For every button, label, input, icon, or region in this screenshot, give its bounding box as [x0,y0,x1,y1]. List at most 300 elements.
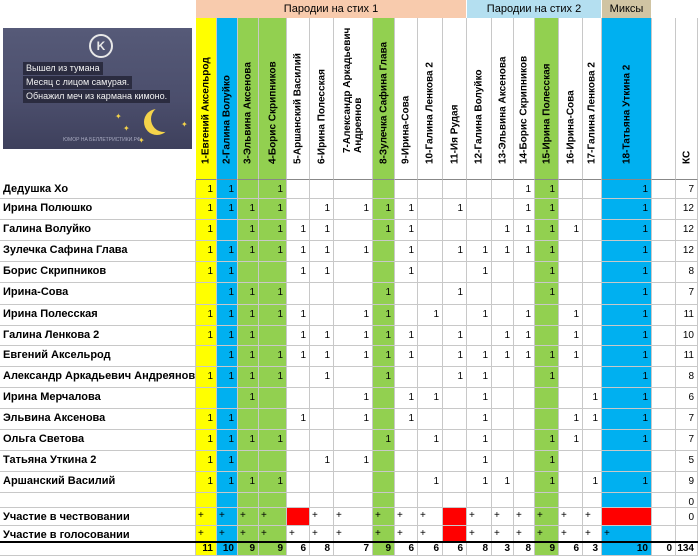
table-cell[interactable] [287,451,310,472]
table-cell[interactable]: 1 [418,472,443,493]
table-cell[interactable] [514,430,535,451]
table-cell[interactable]: 1 [196,326,217,346]
table-cell[interactable]: 1 [259,472,287,493]
table-cell[interactable]: 1 [602,262,652,283]
table-cell[interactable]: 1 [418,430,443,451]
table-cell[interactable] [334,472,373,493]
table-cell-plus[interactable]: + [334,526,373,542]
table-cell[interactable]: 1 [535,283,559,305]
table-cell[interactable] [602,451,652,472]
table-cell[interactable]: 1 [217,430,238,451]
table-cell[interactable]: 1 [602,388,652,409]
table-cell[interactable]: 1 [492,241,514,262]
column-header[interactable] [418,18,443,180]
row-name[interactable]: Ирина Мерчалова [0,388,196,409]
table-cell-blank[interactable] [652,180,676,199]
table-cell[interactable]: 1 [602,326,652,346]
table-cell[interactable] [217,493,238,508]
table-cell[interactable] [492,305,514,326]
table-cell[interactable] [259,388,287,409]
table-cell[interactable] [217,388,238,409]
table-cell[interactable]: 1 [514,180,535,199]
table-cell[interactable] [310,409,334,430]
table-cell[interactable]: 1 [287,305,310,326]
table-cell[interactable]: 1 [217,346,238,367]
table-cell[interactable] [443,180,467,199]
table-cell[interactable]: 1 [492,326,514,346]
table-cell-plus[interactable]: + [583,526,602,542]
table-cell[interactable]: 1 [395,388,418,409]
table-cell[interactable]: 1 [217,326,238,346]
table-cell[interactable] [467,493,492,508]
table-cell-ks[interactable]: 12 [676,220,698,241]
table-cell-plus[interactable]: + [310,526,334,542]
table-cell[interactable] [373,472,395,493]
table-cell[interactable]: 1 [334,241,373,262]
table-cell[interactable]: 1 [443,283,467,305]
table-cell[interactable]: 1 [492,220,514,241]
table-cell[interactable]: 1 [196,305,217,326]
row-name[interactable]: Ирина Полюшко [0,199,196,220]
table-cell[interactable] [259,409,287,430]
table-cell[interactable]: 1 [238,367,259,388]
table-cell[interactable] [310,430,334,451]
table-cell-ks[interactable]: 6 [676,388,698,409]
table-cell[interactable]: 1 [373,367,395,388]
table-cell-ks[interactable]: 7 [676,180,698,199]
column-header-ks[interactable] [676,18,698,180]
table-cell[interactable] [492,493,514,508]
table-cell-ks[interactable]: 0 [676,508,698,526]
table-cell[interactable]: 1 [238,430,259,451]
table-cell-plus[interactable]: + [373,508,395,526]
table-cell-missing[interactable] [602,508,652,526]
table-cell[interactable]: 1 [334,409,373,430]
table-cell[interactable]: 1 [559,409,583,430]
table-cell[interactable]: 1 [443,326,467,346]
total-cell[interactable]: 6 [287,542,310,556]
table-cell[interactable] [467,220,492,241]
table-cell[interactable]: 1 [467,430,492,451]
table-cell[interactable] [373,451,395,472]
total-cell[interactable]: 9 [535,542,559,556]
table-cell-plus[interactable]: + [373,526,395,542]
table-cell[interactable] [217,220,238,241]
row-name[interactable]: Евгений Аксельрод [0,346,196,367]
table-cell[interactable]: 1 [217,241,238,262]
table-cell[interactable]: 1 [310,326,334,346]
table-cell[interactable] [583,180,602,199]
table-cell[interactable]: 1 [602,220,652,241]
row-name[interactable]: Татьяна Уткина 2 [0,451,196,472]
table-cell[interactable] [514,388,535,409]
table-cell[interactable]: 1 [238,283,259,305]
table-cell[interactable] [559,180,583,199]
table-cell-ks[interactable]: 9 [676,472,698,493]
column-header-blank[interactable] [652,18,676,180]
table-cell-plus[interactable]: + [492,526,514,542]
table-cell-blank[interactable] [652,326,676,346]
table-cell[interactable] [395,283,418,305]
table-cell[interactable] [583,493,602,508]
table-cell[interactable]: 1 [310,220,334,241]
table-cell[interactable]: 1 [559,430,583,451]
table-cell[interactable]: 1 [535,262,559,283]
table-cell-plus[interactable]: + [602,526,652,542]
table-cell[interactable]: 1 [373,430,395,451]
table-cell-plus[interactable]: + [514,508,535,526]
table-cell[interactable] [559,241,583,262]
table-cell[interactable]: 1 [467,409,492,430]
table-cell-ks[interactable]: 5 [676,451,698,472]
table-cell[interactable]: 1 [514,305,535,326]
table-cell[interactable] [467,326,492,346]
column-header[interactable] [559,18,583,180]
table-cell[interactable] [514,262,535,283]
table-cell[interactable] [418,409,443,430]
table-cell[interactable] [395,305,418,326]
total-cell[interactable]: 6 [395,542,418,556]
table-cell[interactable]: 1 [310,451,334,472]
table-cell-plus[interactable]: + [395,526,418,542]
table-cell[interactable] [492,199,514,220]
table-cell-blank[interactable] [652,388,676,409]
table-cell[interactable] [583,220,602,241]
total-cell[interactable]: 6 [559,542,583,556]
column-header[interactable] [310,18,334,180]
table-cell[interactable]: 1 [514,199,535,220]
table-cell[interactable] [492,388,514,409]
table-cell[interactable] [492,451,514,472]
table-cell[interactable] [535,305,559,326]
table-cell[interactable]: 1 [196,472,217,493]
table-cell[interactable] [467,199,492,220]
table-cell[interactable] [559,199,583,220]
table-cell-plus[interactable]: + [196,526,217,542]
table-cell[interactable] [310,283,334,305]
table-cell-ks[interactable]: 12 [676,199,698,220]
table-cell[interactable] [418,346,443,367]
table-cell[interactable] [443,262,467,283]
table-cell[interactable] [259,326,287,346]
row-name[interactable]: Зулечка Сафина Глава [0,241,196,262]
table-cell[interactable]: 1 [259,430,287,451]
column-header[interactable] [583,18,602,180]
row-name[interactable]: Аршанский Василий [0,472,196,493]
table-cell-ks[interactable]: 8 [676,367,698,388]
table-cell[interactable]: 1 [395,220,418,241]
row-name[interactable]: Александр Аркадьевич Андреянов [0,367,196,388]
row-name[interactable]: Ирина Полесская [0,305,196,326]
table-cell[interactable]: 1 [418,305,443,326]
total-cell[interactable]: 10 [602,542,652,556]
table-cell[interactable]: 1 [373,283,395,305]
table-cell-missing[interactable] [443,526,467,542]
table-cell[interactable] [559,367,583,388]
table-cell[interactable]: 1 [373,346,395,367]
table-cell[interactable]: 1 [535,430,559,451]
table-cell[interactable]: 1 [373,326,395,346]
table-cell[interactable]: 1 [514,241,535,262]
table-cell[interactable]: 1 [310,241,334,262]
table-cell[interactable]: 1 [287,262,310,283]
column-header[interactable] [535,18,559,180]
table-cell[interactable]: 1 [535,180,559,199]
table-cell-ks[interactable]: 7 [676,430,698,451]
table-cell[interactable] [583,451,602,472]
table-cell[interactable] [334,493,373,508]
table-cell[interactable]: 1 [514,220,535,241]
table-cell[interactable]: 1 [310,367,334,388]
table-cell[interactable]: 1 [395,199,418,220]
table-cell[interactable] [535,409,559,430]
table-cell[interactable] [310,305,334,326]
column-header[interactable] [443,18,467,180]
table-cell-ks[interactable]: 11 [676,305,698,326]
table-cell[interactable]: 1 [259,220,287,241]
table-cell[interactable] [259,262,287,283]
table-cell-plus[interactable]: + [559,526,583,542]
table-cell[interactable] [418,493,443,508]
table-cell[interactable] [310,180,334,199]
table-cell[interactable] [559,262,583,283]
table-cell[interactable] [310,493,334,508]
table-cell[interactable]: 1 [583,388,602,409]
table-cell[interactable] [287,367,310,388]
table-cell-blank[interactable] [652,493,676,508]
table-cell[interactable] [395,430,418,451]
table-cell[interactable]: 1 [217,367,238,388]
table-cell[interactable] [443,430,467,451]
table-cell[interactable]: 1 [492,472,514,493]
table-cell[interactable] [535,326,559,346]
table-cell[interactable] [287,430,310,451]
table-cell[interactable]: 1 [443,199,467,220]
table-cell[interactable] [583,241,602,262]
table-cell[interactable]: 1 [238,472,259,493]
table-cell-plus[interactable]: + [217,508,238,526]
table-cell[interactable]: 1 [238,346,259,367]
table-cell[interactable] [418,262,443,283]
table-cell[interactable] [467,180,492,199]
table-cell[interactable]: 1 [287,409,310,430]
total-cell[interactable]: 11 [196,542,217,556]
table-cell[interactable] [514,451,535,472]
total-cell[interactable]: 7 [334,542,373,556]
table-cell[interactable]: 1 [238,241,259,262]
table-cell-ks[interactable]: 12 [676,241,698,262]
table-cell[interactable] [196,346,217,367]
table-cell-ks[interactable]: 10 [676,326,698,346]
column-header[interactable] [259,18,287,180]
table-cell[interactable] [583,283,602,305]
table-cell[interactable] [373,388,395,409]
table-cell[interactable] [259,451,287,472]
table-cell[interactable] [514,367,535,388]
table-cell-plus[interactable]: + [492,508,514,526]
table-cell[interactable] [514,472,535,493]
table-cell-plus[interactable]: + [259,508,287,526]
table-cell[interactable]: 1 [514,326,535,346]
total-cell[interactable]: 9 [259,542,287,556]
table-cell[interactable] [583,305,602,326]
table-cell[interactable] [559,451,583,472]
table-cell[interactable] [559,493,583,508]
table-cell[interactable] [583,430,602,451]
table-cell[interactable] [334,220,373,241]
table-cell[interactable] [418,241,443,262]
table-cell[interactable] [373,409,395,430]
table-cell[interactable]: 1 [467,305,492,326]
table-cell[interactable]: 1 [395,326,418,346]
column-header[interactable] [217,18,238,180]
table-cell[interactable]: 1 [535,346,559,367]
table-cell[interactable]: 1 [559,346,583,367]
table-cell[interactable]: 1 [418,388,443,409]
table-cell[interactable]: 1 [217,262,238,283]
table-cell[interactable] [395,451,418,472]
table-cell[interactable]: 1 [373,199,395,220]
total-cell[interactable]: 8 [467,542,492,556]
table-cell[interactable]: 1 [287,326,310,346]
table-cell[interactable]: 1 [287,241,310,262]
column-header[interactable] [514,18,535,180]
vote-row-name[interactable]: Участие в голосовании [0,526,196,542]
column-header[interactable] [196,18,217,180]
table-cell[interactable]: 1 [602,346,652,367]
table-cell[interactable]: 1 [310,199,334,220]
table-cell[interactable] [602,493,652,508]
table-cell[interactable]: 1 [310,262,334,283]
table-cell[interactable] [238,409,259,430]
row-name[interactable]: Эльвина Аксенова [0,409,196,430]
table-cell[interactable]: 1 [196,451,217,472]
table-cell[interactable]: 1 [334,199,373,220]
row-name[interactable]: Борис Скрипников [0,262,196,283]
table-cell-plus[interactable]: + [310,508,334,526]
column-header[interactable] [238,18,259,180]
table-cell[interactable]: 1 [259,283,287,305]
table-cell[interactable]: 1 [196,241,217,262]
table-cell-blank[interactable] [652,346,676,367]
table-cell-plus[interactable]: + [467,508,492,526]
table-cell-blank[interactable] [652,472,676,493]
table-cell[interactable]: 1 [535,367,559,388]
table-cell[interactable]: 1 [334,326,373,346]
table-cell[interactable] [535,493,559,508]
table-cell-plus[interactable]: + [418,526,443,542]
row-name[interactable]: Дедушка Хо [0,180,196,199]
table-cell[interactable]: 1 [559,326,583,346]
table-cell[interactable] [535,388,559,409]
table-cell[interactable] [334,180,373,199]
table-cell[interactable]: 1 [602,367,652,388]
table-cell[interactable] [334,262,373,283]
table-cell[interactable] [418,367,443,388]
table-cell[interactable]: 1 [196,430,217,451]
total-cell[interactable]: 9 [238,542,259,556]
table-cell[interactable] [238,451,259,472]
table-cell-plus[interactable]: + [559,508,583,526]
total-cell[interactable]: 3 [492,542,514,556]
table-cell-plus[interactable]: + [238,508,259,526]
table-cell[interactable] [418,220,443,241]
total-cell[interactable]: 9 [373,542,395,556]
table-cell[interactable]: 1 [467,472,492,493]
table-cell[interactable] [373,241,395,262]
table-cell[interactable]: 1 [334,305,373,326]
row-name[interactable]: Галина Ленкова 2 [0,326,196,346]
table-cell[interactable]: 1 [217,451,238,472]
table-cell-plus[interactable]: + [535,508,559,526]
table-cell[interactable] [583,262,602,283]
table-cell[interactable] [334,367,373,388]
table-cell[interactable]: 1 [443,367,467,388]
table-cell[interactable] [418,180,443,199]
table-cell[interactable]: 1 [217,283,238,305]
table-cell[interactable] [443,220,467,241]
table-cell[interactable]: 1 [535,472,559,493]
table-cell[interactable] [559,388,583,409]
table-cell-plus[interactable]: + [259,526,287,542]
table-cell-blank[interactable] [652,367,676,388]
table-cell[interactable]: 1 [334,346,373,367]
table-cell[interactable]: 1 [373,220,395,241]
table-cell-blank[interactable] [652,283,676,305]
table-cell[interactable] [514,409,535,430]
table-cell-blank[interactable] [652,262,676,283]
table-cell[interactable] [238,180,259,199]
table-cell[interactable] [238,262,259,283]
vote-row-name[interactable]: Участие в чествовании [0,508,196,526]
total-cell[interactable]: 0 [652,542,676,556]
column-header[interactable] [334,18,373,180]
table-cell[interactable] [395,472,418,493]
total-cell-ks[interactable]: 134 [676,542,698,556]
table-cell[interactable]: 1 [535,199,559,220]
table-cell[interactable]: 1 [467,388,492,409]
table-cell[interactable] [334,283,373,305]
table-cell-plus[interactable]: + [196,508,217,526]
table-cell[interactable]: 1 [196,199,217,220]
table-cell[interactable] [492,180,514,199]
table-cell[interactable]: 1 [238,305,259,326]
table-cell[interactable] [287,493,310,508]
table-cell-missing[interactable] [287,508,310,526]
table-cell-blank[interactable] [652,409,676,430]
table-cell[interactable] [287,388,310,409]
table-cell[interactable]: 1 [602,199,652,220]
table-cell[interactable]: 1 [602,241,652,262]
table-cell[interactable]: 1 [514,346,535,367]
table-cell[interactable]: 1 [196,262,217,283]
column-header[interactable] [492,18,514,180]
column-header[interactable] [373,18,395,180]
table-cell[interactable]: 1 [373,305,395,326]
table-cell-blank[interactable] [652,451,676,472]
table-cell[interactable] [196,493,217,508]
table-cell[interactable]: 1 [217,409,238,430]
table-cell[interactable]: 1 [287,346,310,367]
table-cell[interactable] [443,472,467,493]
table-cell-plus[interactable]: + [287,526,310,542]
table-cell-blank[interactable] [652,199,676,220]
table-cell[interactable] [395,180,418,199]
table-cell-plus[interactable]: + [418,508,443,526]
row-name[interactable] [0,493,196,508]
table-cell-plus[interactable]: + [217,526,238,542]
table-cell-plus[interactable]: + [238,526,259,542]
